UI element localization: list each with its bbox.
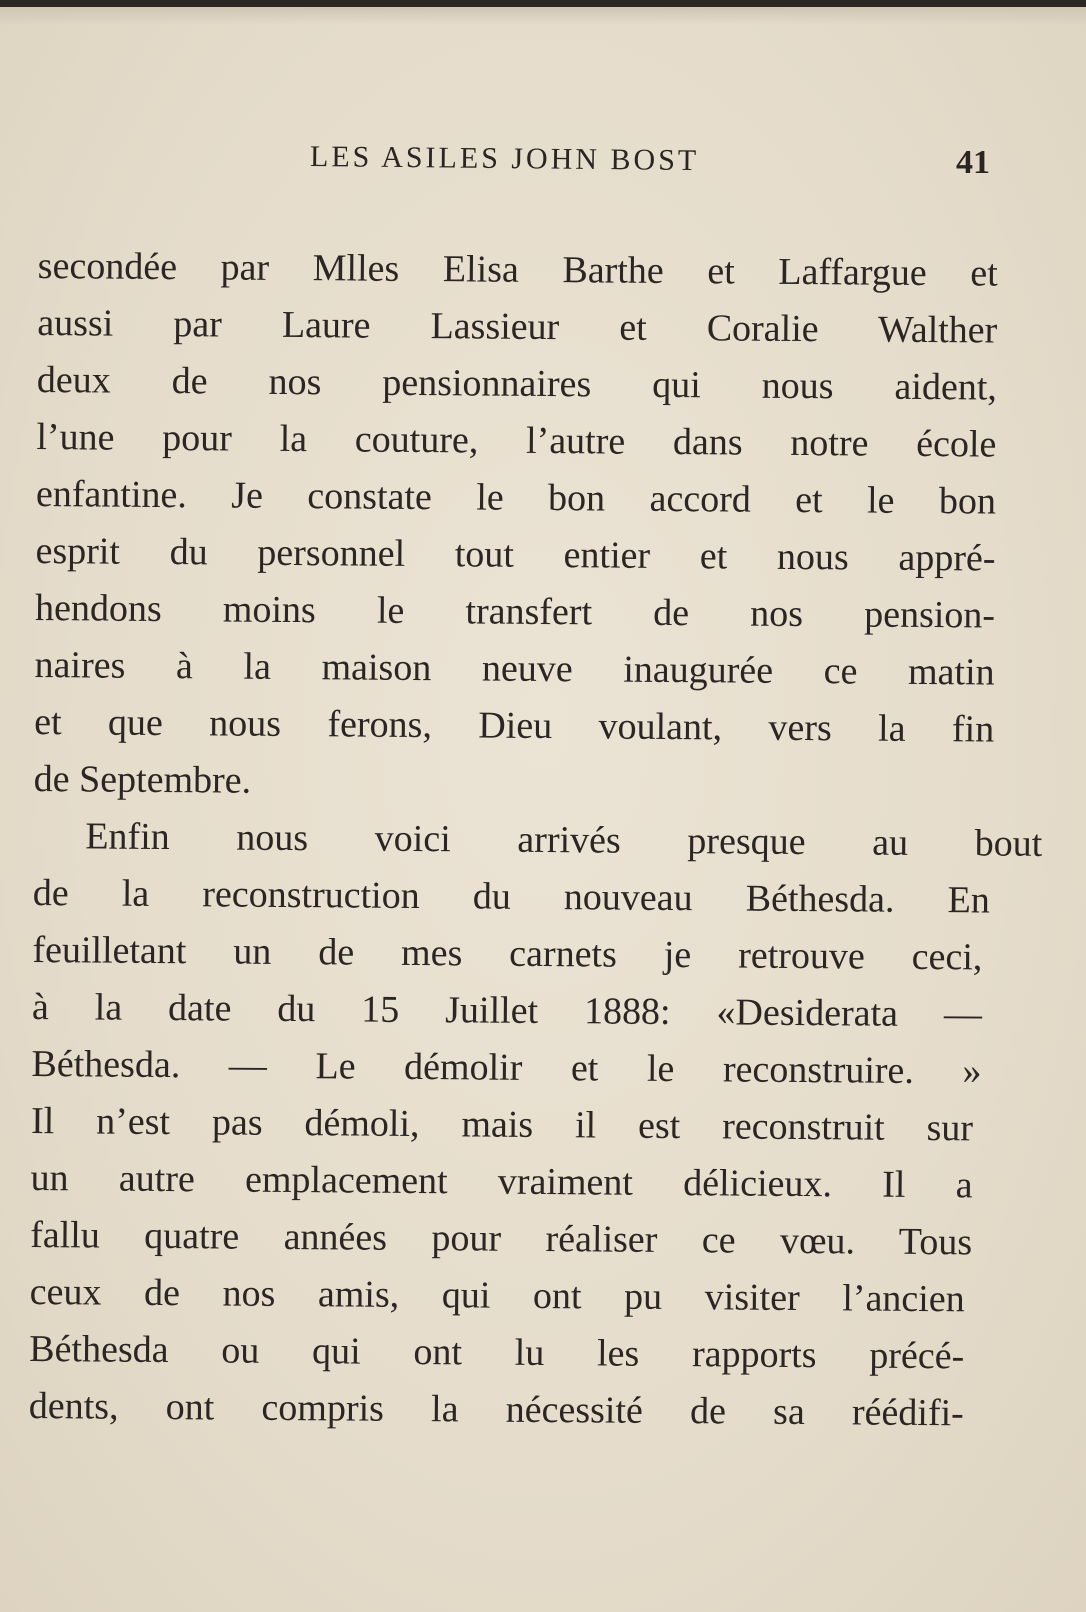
text-line: dents, ont compris la nécessité de sa réédifi- [28,1384,964,1435]
text-line: naires à la maison neuve inaugurée ce matin [34,643,995,694]
text-line: l’une pour la couture, l’autre dans notre école [36,415,997,466]
page-top-edge [0,0,1086,7]
text-line: à la date du 15 Juillet 1888: «Desiderata — [31,985,983,1036]
text-line: secondée par Mlles Elisa Barthe et Laffargue et [37,244,998,295]
page-top-shadow [0,7,1086,25]
text-line: esprit du personnel tout entier et nous appré- [35,529,996,580]
page-number: 41 [956,144,990,181]
paragraph-first-line: Enfin nous voici arrivés presque au bout [85,815,1043,865]
text-line: fallu quatre années pour réaliser ce vœu. Tous [30,1213,973,1264]
text-line: aussi par Laure Lassieur et Coralie Walther [37,301,998,352]
text-line: ceux de nos amis, qui ont pu visiter l’ancien [29,1270,965,1321]
page-header [0,140,1086,190]
text-line: et que nous ferons, Dieu voulant, vers la fin [34,700,995,751]
text-line: feuilletant un de mes carnets je retrouve ceci, [32,928,983,979]
text-line: de Septembre. [33,757,252,802]
text-line: enfantine. Je constate le bon accord et le bon [35,472,997,523]
text-line: deux de nos pensionnaires qui nous aident, [36,358,998,409]
running-title: LES ASILES JOHN BOST [309,140,700,178]
text-line: Béthesda ou qui ont lu les rapports précé- [29,1327,965,1378]
text-line: Il n’est pas démoli, mais il est reconstruit sur [30,1099,974,1150]
text-line: Béthesda. — Le démolir et le reconstruire. » [31,1042,982,1093]
body-text [28,238,1043,1443]
text-line: hendons moins le transfert de nos pension- [34,586,996,637]
text-line: un autre emplacement vraiment délicieux. Il a [30,1156,973,1207]
text-line: de la reconstruction du nouveau Béthesda. En [32,871,990,922]
